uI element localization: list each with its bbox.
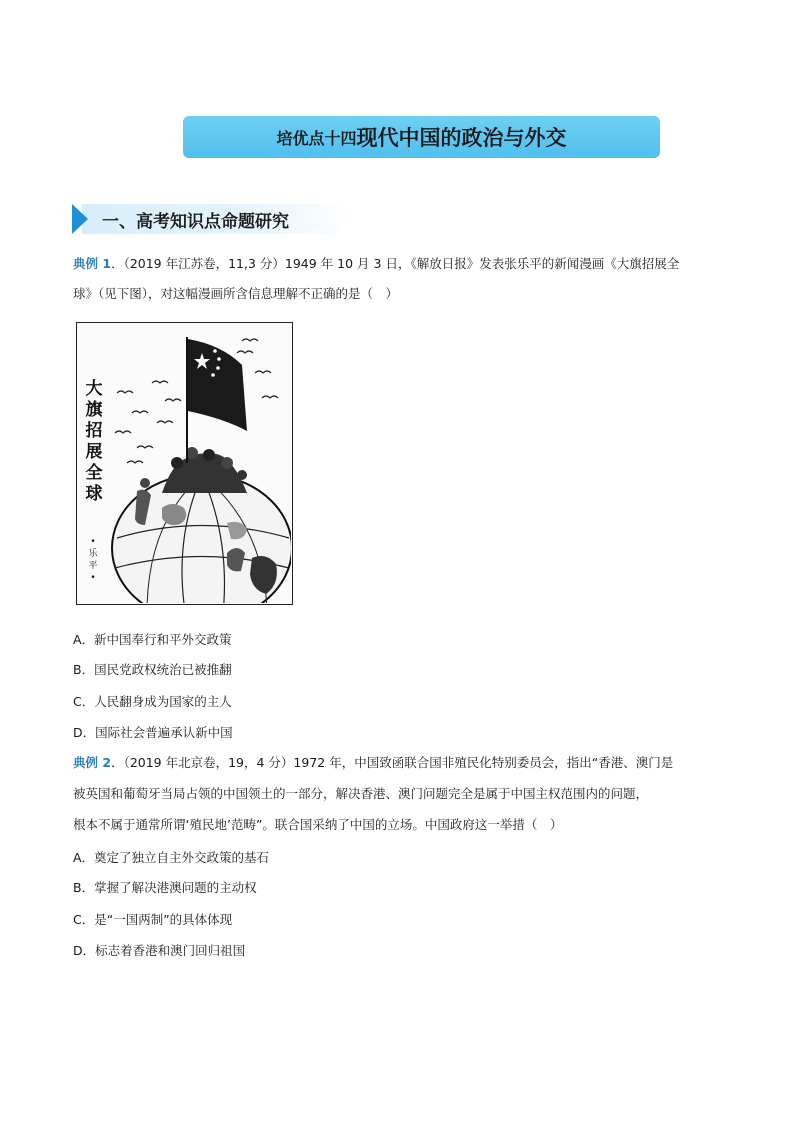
q1-option-c: C．人民翻身成为国家的主人: [73, 694, 232, 709]
title-prefix: 培优点十四: [276, 128, 357, 148]
q2-option-a: A．奠定了独立自主外交政策的基石: [73, 850, 270, 865]
cartoon-image: [76, 322, 293, 605]
cartoon-caption: 大旗招展全球: [85, 379, 103, 504]
page-title: 现代中国的政治与外交: [356, 125, 567, 150]
q2-line1: 典例 2．（2019 年北京卷，19，4 分）1972 年，中国致函联合国非殖民化特别委员会，指出“香港、澳门是: [73, 755, 674, 770]
q2-line3: 根本不属于通常所谓‘殖民地’范畴”。联合国采纳了中国的立场。中国政府这一举措（ ）: [73, 817, 563, 832]
cartoon-signature: •乐平•: [88, 537, 98, 583]
q1-option-a: A．新中国奉行和平外交政策: [73, 632, 232, 647]
q1-option-b: B．国民党政权统治已被推翻: [73, 662, 232, 677]
q2-label: 典例 2: [73, 755, 112, 770]
section-title: 一、高考知识点命题研究: [102, 212, 289, 232]
q2-option-d: D．标志着香港和澳门回归祖国: [73, 943, 246, 958]
q1-label: 典例 1: [73, 256, 112, 271]
q1-line2: 球》（见下图），对这幅漫画所含信息理解不正确的是（ ）: [73, 286, 399, 301]
section-header: [72, 202, 357, 236]
q2-option-b: B．掌握了解决港澳问题的主动权: [73, 880, 257, 895]
cartoon-drawing: [77, 323, 291, 603]
q2-option-c: C．是“一国两制”的具体体现: [73, 912, 233, 927]
q1-line1: 典例 1．（2019 年江苏卷，11,3 分）1949 年 10 月 3 日，《解放日报》发表张乐平的新闻漫画《大旗招展全: [73, 256, 680, 271]
q1-option-d: D．国际社会普遍承认新中国: [73, 725, 233, 740]
q2-line2: 被英国和葡萄牙当局占领的中国领土的一部分，解决香港、澳门问题完全是属于中国主权范围内的问题，: [73, 786, 649, 801]
title-banner: [183, 116, 660, 158]
